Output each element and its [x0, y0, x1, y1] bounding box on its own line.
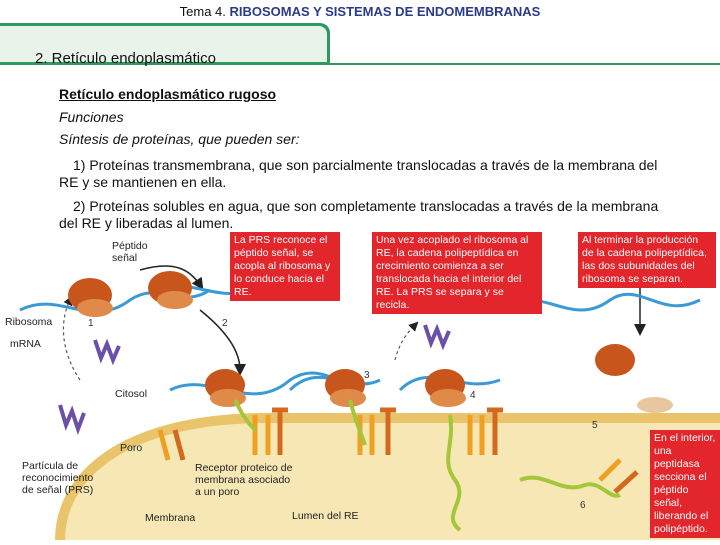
callout-prs: La PRS reconoce el péptido señal, se acopla al ribosoma y lo conduce hacia el RE.	[230, 232, 340, 301]
label-cytosol: Citosol	[115, 388, 148, 400]
ribosome-2	[148, 271, 193, 309]
step-number: 6	[580, 500, 586, 511]
label-pore: Poro	[120, 442, 143, 454]
header-prefix: Tema 4.	[179, 4, 226, 19]
label-receptor: Receptor proteico de membrana asociado a un poro	[195, 462, 293, 498]
step-number: 1	[88, 318, 94, 329]
ribosome-4	[325, 369, 366, 407]
step-number: 4	[470, 390, 476, 401]
header-title: RIBOSOMAS Y SISTEMAS DE ENDOMEMBRANAS	[229, 4, 541, 19]
ribosome-large	[595, 344, 635, 376]
step-number: 3	[364, 370, 370, 381]
srp-particle	[95, 340, 119, 360]
step-arrow	[200, 310, 240, 370]
callout-end: Al terminar la producción de la cadena polipeptídica, las dos subunidades del ribosoma se separan.	[578, 232, 716, 288]
synthesis-intro: Síntesis de proteínas, que pueden ser:	[59, 131, 300, 147]
label-signal-peptide: Péptido señal	[112, 240, 148, 264]
label-mrna: mRNA	[10, 338, 41, 350]
section-title: 2. Retículo endoplasmático	[35, 50, 216, 67]
ribosome-5	[425, 369, 466, 407]
callout-interior: En el interior, una peptidasa secciona el péptido señal, liberando el polipéptido.	[650, 430, 720, 538]
label-membrane: Membrana	[145, 512, 196, 524]
label-ribosome: Ribosoma	[5, 316, 53, 328]
callout-coupled: Una vez acoplado el ribosoma al RE, la cadena polipeptídica en crecimiento comienza a ser translocada hacia el interior del RE. La PRS se separa y se recicla.	[372, 232, 542, 314]
step-number: 5	[592, 420, 598, 431]
item-soluble: 2) Proteínas solubles en agua, que son completamente translocadas a través de la membrana del RE y liberadas al lumen.	[59, 198, 659, 231]
label-srp: Partícula de reconocimiento de señal (PRS)	[22, 460, 94, 496]
ribosome-1	[68, 278, 113, 317]
step-arrow	[395, 325, 415, 360]
slide-header	[0, 4, 720, 19]
srp-particle	[60, 405, 84, 429]
label-lumen: Lumen del RE	[292, 510, 359, 522]
step-number: 2	[222, 318, 228, 329]
subtitle: Retículo endoplasmático rugoso	[59, 86, 277, 102]
ribosome-3	[205, 369, 246, 407]
srp-particle	[425, 325, 449, 345]
step-arrow	[63, 300, 80, 380]
ribosome-small	[637, 397, 673, 413]
functions-label: Funciones	[59, 109, 124, 125]
item-transmembrane: 1) Proteínas transmembrana, que son parcialmente translocadas a través de la membrana del RE y se mantienen en ella.	[59, 157, 658, 190]
header-rule	[330, 63, 720, 65]
translocation-figure	[0, 230, 720, 545]
